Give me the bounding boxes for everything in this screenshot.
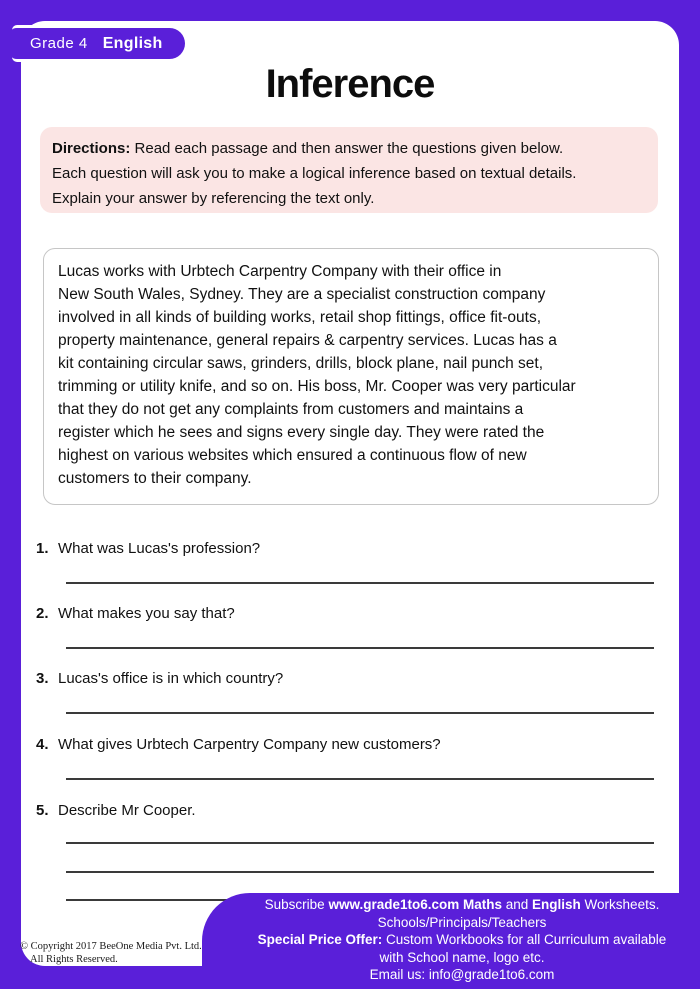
passage-line: trimming or utility knife, and so on. His boss, Mr. Cooper was very particular bbox=[58, 378, 576, 395]
passage-line: New South Wales, Sydney. They are a specialist construction company bbox=[58, 286, 546, 303]
question-5 bbox=[36, 802, 656, 819]
question-4-text: What gives Urbtech Carpentry Company new customers? bbox=[58, 736, 441, 753]
question-5-number: 5. bbox=[36, 802, 49, 819]
copyright-notice bbox=[20, 940, 202, 966]
footer-offer-line bbox=[230, 931, 694, 949]
question-3 bbox=[36, 670, 656, 687]
footer-and-text: and bbox=[502, 897, 533, 912]
passage-line: involved in all kinds of building works, retail shop fittings, office fit-outs, bbox=[58, 309, 542, 326]
question-2-text: What makes you say that? bbox=[58, 605, 235, 622]
subject-label: English bbox=[102, 34, 163, 52]
question-5-text: Describe Mr Cooper. bbox=[58, 802, 196, 819]
footer-offer-text: Custom Workbooks for all Curriculum available bbox=[382, 932, 667, 947]
passage-line: register which he sees and signs every single day. They were rated the bbox=[58, 424, 545, 441]
footer-offer-label: Special Price Offer: bbox=[257, 932, 383, 947]
question-2-number: 2. bbox=[36, 605, 49, 622]
answer-line-q4[interactable] bbox=[66, 778, 654, 780]
passage-line: customers to their company. bbox=[58, 470, 252, 487]
page-title: Inference bbox=[265, 62, 435, 106]
grade-subject-badge bbox=[12, 25, 188, 62]
passage-line: property maintenance, general repairs & carpentry services. Lucas has a bbox=[58, 332, 557, 349]
copyright-line-1: © Copyright 2017 BeeOne Media Pvt. Ltd. bbox=[20, 941, 202, 952]
directions-line-3: Explain your answer by referencing the text only. bbox=[52, 190, 375, 207]
question-1-number: 1. bbox=[36, 540, 49, 557]
footer-website-link: www.grade1to6.com Maths bbox=[328, 897, 502, 912]
question-1-text: What was Lucas's profession? bbox=[58, 540, 261, 557]
footer-subscribe-prefix: Subscribe bbox=[264, 897, 329, 912]
question-2 bbox=[36, 605, 656, 622]
directions-line-1 bbox=[52, 136, 646, 161]
footer-subscribe-line bbox=[230, 896, 694, 914]
footer-english-text: English bbox=[532, 897, 581, 912]
answer-line-q1[interactable] bbox=[66, 582, 654, 584]
passage-line: kit containing circular saws, grinders, drills, block plane, nail punch set, bbox=[58, 355, 544, 372]
question-1 bbox=[36, 540, 656, 557]
directions-line-2: Each question will ask you to make a logical inference based on textual details. bbox=[52, 165, 577, 182]
answer-line-q2[interactable] bbox=[66, 647, 654, 649]
footer-email-line: Email us: info@grade1to6.com bbox=[369, 967, 555, 982]
passage-line: highest on various websites which ensured a continuous flow of new bbox=[58, 447, 527, 464]
footer-school-line: with School name, logo etc. bbox=[379, 949, 545, 965]
answer-line-q5-1[interactable] bbox=[66, 842, 654, 844]
directions-box bbox=[40, 127, 658, 213]
footer-panel bbox=[202, 893, 700, 989]
question-4 bbox=[36, 736, 656, 753]
copyright-line-2: All Rights Reserved. bbox=[30, 954, 118, 965]
answer-line-q5-2[interactable] bbox=[66, 871, 654, 873]
directions-line-1-text: Read each passage and then answer the questions given below. bbox=[130, 140, 564, 157]
passage-line: Lucas works with Urbtech Carpentry Company with their office in bbox=[58, 263, 502, 280]
question-4-number: 4. bbox=[36, 736, 49, 753]
answer-line-q3[interactable] bbox=[66, 712, 654, 714]
footer-audience-line: Schools/Principals/Teachers bbox=[377, 914, 547, 930]
passage-box bbox=[43, 248, 659, 505]
passage-line: that they do not get any complaints from customers and maintains a bbox=[58, 401, 524, 418]
directions-label: Directions: bbox=[52, 140, 131, 157]
question-3-number: 3. bbox=[36, 670, 49, 687]
question-3-text: Lucas's office is in which country? bbox=[58, 670, 284, 687]
footer-worksheets-text: Worksheets. bbox=[580, 897, 660, 912]
grade-label: Grade 4 bbox=[30, 35, 88, 52]
